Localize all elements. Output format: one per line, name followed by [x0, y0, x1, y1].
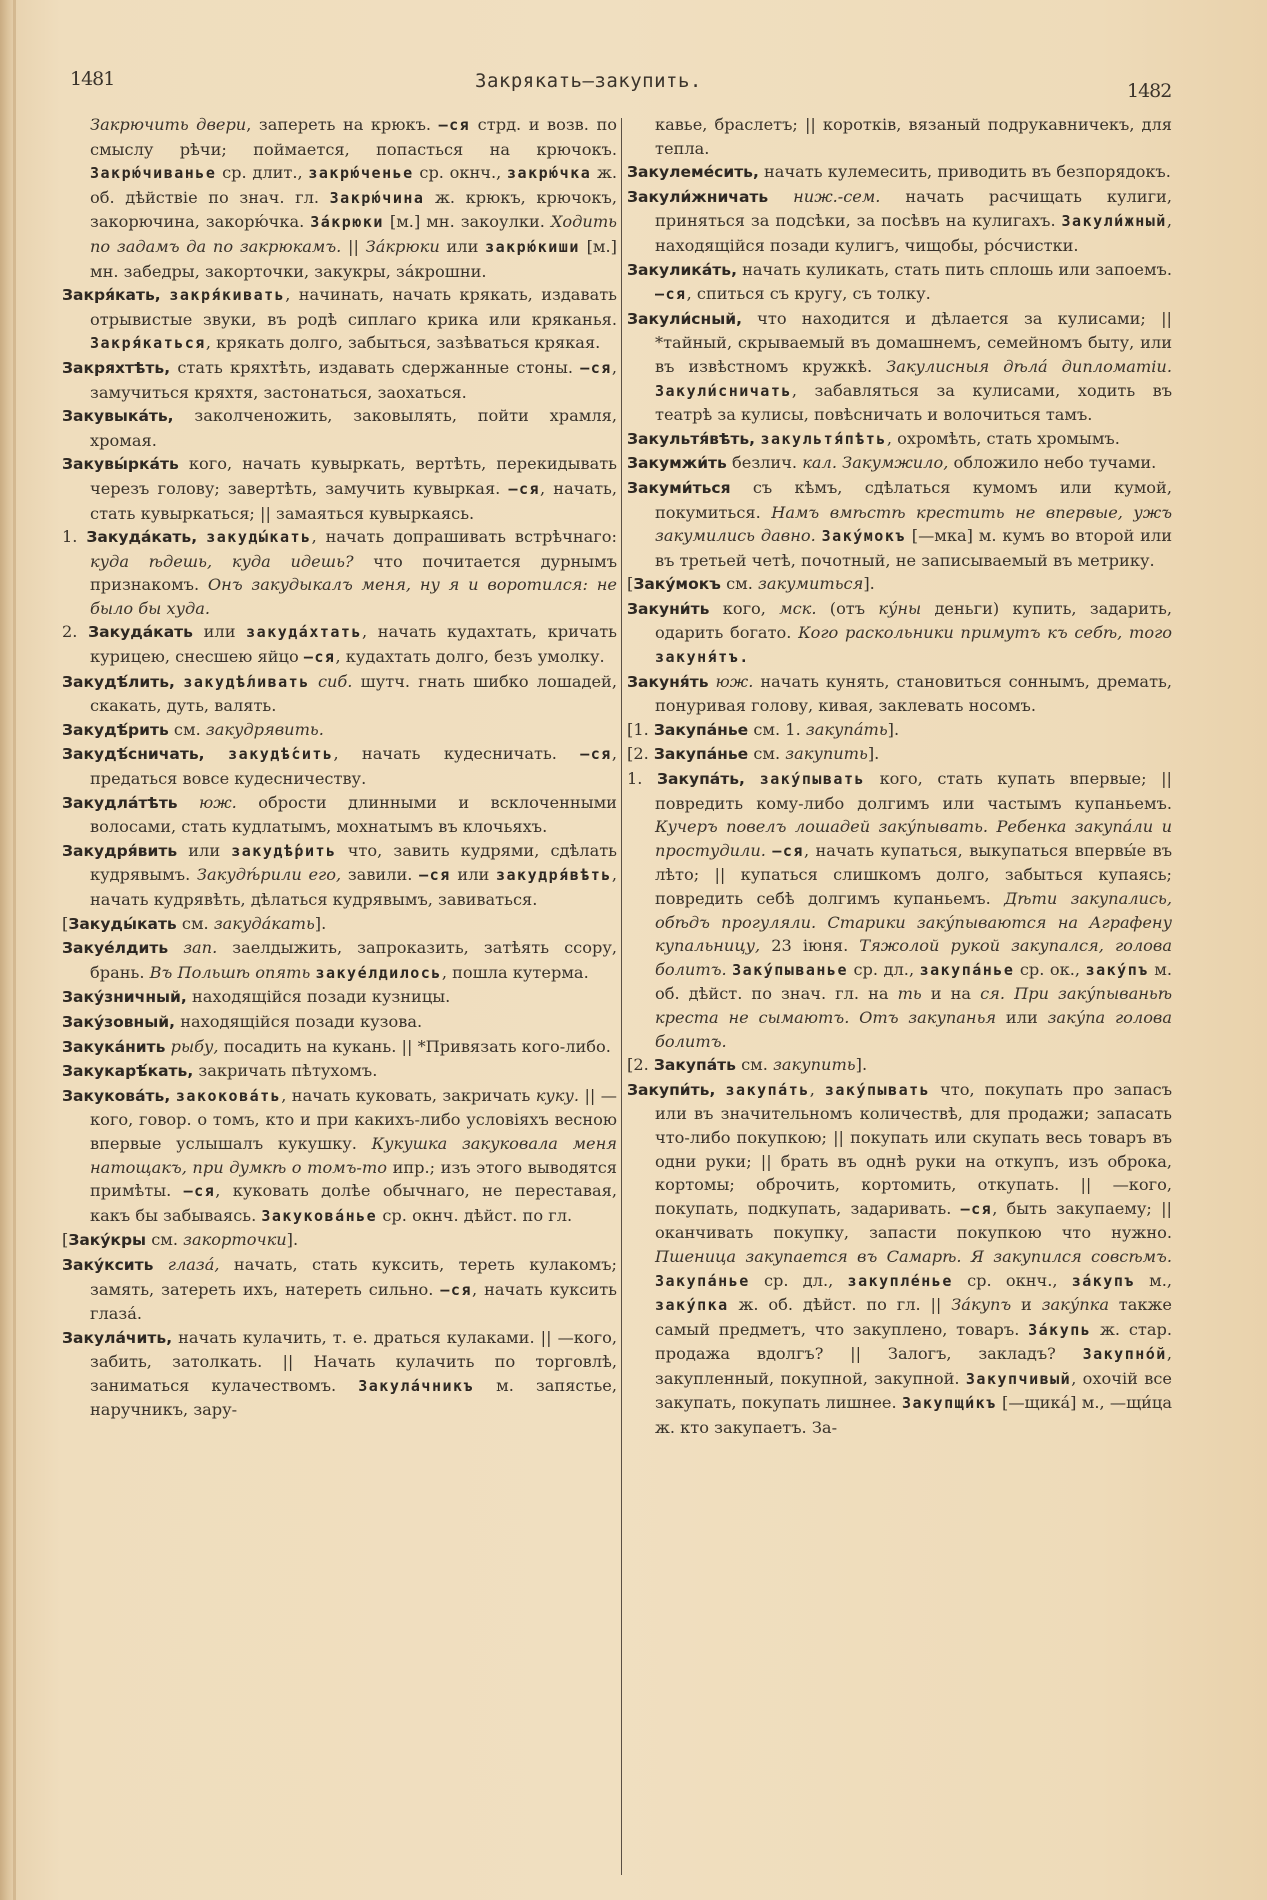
definition-text: ].: [314, 913, 327, 933]
derived-form: Закупно́й: [1082, 1345, 1167, 1364]
definition-text: , замучиться кряхтя, застонаться, заохаться.: [90, 357, 617, 402]
headword: Закря́кать,: [62, 286, 170, 305]
headword: Закуды́кать: [68, 914, 177, 933]
derived-form: —ся: [580, 745, 612, 764]
italic-example: сиб.: [317, 671, 353, 691]
headword: Закувыка́ть,: [62, 407, 174, 426]
definition-text: , начать допрашивать встрѣчнаго:: [311, 527, 617, 547]
definition-text: м. об. дѣйст. по знач. гл. на: [655, 959, 1172, 1004]
definition-text: съ кѣмъ, сдѣлаться кумомъ или кумой, покумиться.: [655, 477, 1172, 522]
definition-text: , охромѣть, стать хромымъ.: [886, 428, 1120, 448]
definition-text: ср. окнч. дѣйст. по гл.: [377, 1205, 573, 1225]
definition-text: стать кряхтѣть, издавать сдержанные стоны.: [170, 357, 581, 377]
definition-text: , предаться вовсе кудесничеству.: [90, 744, 617, 789]
definition-text: завили.: [341, 865, 420, 885]
definition-text: обложило небо тучами.: [948, 453, 1157, 473]
definition-text: см.: [720, 574, 759, 594]
dictionary-entry: [627, 1078, 1172, 1440]
definition-text: ].: [286, 1230, 299, 1250]
dictionary-entry: [627, 258, 1172, 307]
italic-example: мск.: [779, 598, 817, 618]
italic-example: Въ Польшѣ опять: [149, 962, 311, 982]
book-spine-edge: [13, 0, 16, 1900]
definition-text: ,: [809, 1079, 825, 1099]
headword: Закула́чить,: [62, 1328, 173, 1347]
definition-text: , начать купаться, выкупаться впервы́е въ лѣто; || купаться слишкомъ долго, забыться купаясь; повредить себѣ долгимъ купаньемъ.: [655, 840, 1172, 908]
headword: Закупи́ть,: [627, 1080, 726, 1099]
derived-form: Закули́жный: [1061, 212, 1167, 231]
dictionary-entry: [627, 307, 1172, 427]
headword: Закувы́рка́ть: [62, 455, 179, 474]
derived-form: Закрю́чина: [329, 188, 425, 207]
italic-example: За́крюки: [365, 236, 440, 256]
derived-form: закуе́лдилось: [315, 963, 442, 982]
definition-text: , начать кудахтать, кричать курицею, снесшею яйцо: [90, 622, 617, 667]
definition-text: начать куликать, стать пить сплошь или запоемъ.: [736, 259, 1172, 279]
dictionary-entry: [627, 718, 1172, 743]
definition-text: [768, 187, 793, 206]
dictionary-entry: [627, 767, 1172, 1053]
definition-text: кавье, браслетъ; || коротків, вязаный подрукавничекъ, для тепла.: [655, 115, 1172, 158]
dictionary-entry: [62, 985, 617, 1010]
derived-form: Заку́пыванье: [732, 960, 848, 979]
definition-text: 1.: [62, 527, 87, 547]
definition-text: , начать куксить глаза́.: [90, 1279, 617, 1324]
derived-form: Закря́каться: [90, 334, 206, 353]
headword: Закупа́ть,: [656, 770, 760, 789]
italic-example: закорточки: [183, 1230, 287, 1250]
dictionary-entry: [62, 283, 617, 356]
headword: Заку́мокъ: [633, 575, 721, 594]
headword: Закудѣ́лить,: [62, 672, 184, 691]
running-head: [0, 66, 1267, 106]
definition-text: или: [450, 865, 496, 885]
italic-example: ся. При заку́пываньѣ креста не сымаютъ. Отъ закупанья: [655, 984, 1173, 1027]
definition-text: кого,: [709, 598, 780, 618]
italic-example: Ходить по задамъ да по закрюкамъ.: [90, 212, 617, 256]
definition-text: , закупленный, покупной, закупной.: [655, 1344, 1172, 1388]
derived-form: закрю́ченье: [308, 164, 414, 183]
headword: Закумжи́ть: [627, 454, 727, 473]
dictionary-entry: [62, 1228, 617, 1253]
headword: Закуни́ть: [627, 599, 710, 618]
definition-text: [: [627, 574, 634, 594]
dictionary-entry: [62, 1084, 617, 1229]
definition-text: заколченожить, заковылять, пойти храмля, хромая.: [90, 406, 617, 450]
headword: Закряхтѣть,: [62, 358, 171, 377]
definition-text: (отъ: [816, 598, 879, 618]
headword: Закудѣ́сничать,: [62, 745, 229, 764]
definition-text: ср. окнч.,: [413, 163, 508, 183]
dictionary-entry: [62, 1253, 617, 1326]
definition-text: [: [62, 913, 69, 933]
definition-text: , начать куковать, закричать: [281, 1085, 536, 1105]
definition-text: , куковать долѣе обычнаго, не переставая, какъ бы забываясь.: [90, 1181, 617, 1225]
definition-text: ].: [887, 719, 900, 739]
dictionary-entry: [62, 525, 617, 620]
derived-form: закудѣ́рить: [231, 841, 337, 860]
derived-form: Закупа́нье: [655, 1271, 750, 1290]
derived-form: закупа́ть: [725, 1080, 810, 1099]
italic-example: зап.: [183, 938, 218, 958]
definition-text: , начать кудесничать.: [333, 744, 581, 764]
italic-example: куку.: [535, 1085, 580, 1105]
dictionary-entry: [62, 791, 617, 839]
derived-form: Закули́сничать: [655, 381, 792, 400]
derived-form: закуды́кать: [206, 528, 312, 547]
italic-example: кал. Закумжило,: [802, 453, 949, 473]
definition-text: что, завить кудрями, сдѣлать кудрявымъ.: [90, 840, 617, 885]
definition-text: закричать пѣтухомъ.: [193, 1061, 378, 1081]
definition-text: [153, 1255, 167, 1274]
headword: Закультя́вѣть,: [627, 429, 761, 448]
italic-example: юж.: [715, 671, 754, 691]
dictionary-entry: [627, 427, 1172, 452]
definition-text: заелдыжить, запроказить, затѣять ссору, брань.: [90, 938, 617, 982]
definition-text: , спиться съ кругу, съ толку.: [686, 284, 931, 304]
headword: Закули́сный,: [627, 309, 742, 328]
derived-form: Заку́мокъ: [821, 527, 906, 546]
dictionary-entry: [627, 1053, 1172, 1078]
italic-example: заку́па голова болитъ.: [655, 1007, 1173, 1051]
italic-example: закупить: [773, 1055, 856, 1075]
headword: Закупа́нье: [653, 745, 749, 764]
headword: Закудря́вить: [62, 841, 178, 860]
derived-form: Закрю́чиванье: [90, 164, 217, 183]
derived-form: заку́пывать: [759, 770, 866, 789]
derived-form: за́купъ: [1071, 1271, 1135, 1290]
derived-form: —ся: [419, 866, 451, 885]
derived-form: закудря́вѣть: [496, 866, 612, 885]
headword: Заку́кры: [68, 1231, 147, 1250]
headword: Заку́зничный,: [62, 988, 187, 1007]
derived-form: Закула́чникъ: [358, 1376, 475, 1395]
definition-text: ср. дл.,: [848, 959, 920, 979]
definition-text: [2.: [627, 744, 654, 764]
italic-example: глаза́,: [167, 1254, 220, 1274]
derived-form: —ся: [440, 1280, 472, 1299]
definition-text: , кудахтать долго, безъ умолку.: [335, 647, 605, 667]
definition-text: [—мка] м. кумъ во второй или въ третьей четѣ, почотный, не записываемый въ метрику.: [655, 526, 1172, 570]
definition-text: начать кулачить, т. е. драться кулаками. || —кого, забить, затолкать. || Начать кулачить по торговлѣ, заниматься кулачествомъ.: [90, 1327, 617, 1395]
derived-form: закудѣ́ливать: [183, 672, 310, 691]
definition-text: начать кулемесить, приводить въ безпорядокъ.: [758, 162, 1171, 182]
derived-form: закокова́ть: [175, 1086, 282, 1105]
definition-text: [: [62, 1230, 69, 1250]
definition-text: 2.: [62, 622, 89, 642]
italic-example: Закудѣ́рили его,: [196, 865, 342, 885]
definition-text: или: [177, 840, 232, 860]
column-divider: [621, 118, 622, 1875]
dictionary-entry: [627, 670, 1172, 718]
italic-example: Пшеница закупается въ Самарѣ. Я закупился совсѣмъ.: [655, 1246, 1172, 1266]
definition-text: шутч. гнать шибко лошадей, скакать, дуть, валять.: [90, 671, 617, 716]
dictionary-entry: [627, 572, 1172, 597]
definition-text: см.: [176, 913, 214, 933]
definition-text: ср. длит.,: [216, 163, 309, 183]
definition-text: обрости длинными и всклоченными волосами, стать кудлатымъ, мохнатымъ въ клочьяхъ.: [90, 792, 617, 837]
dictionary-entry: [62, 718, 617, 743]
definition-text: 23 іюня.: [760, 936, 860, 956]
definition-text: [178, 793, 199, 812]
headword: Закуда́кать: [88, 623, 193, 642]
definition-text: см.: [168, 719, 206, 739]
dictionary-entry: [627, 185, 1172, 258]
dictionary-entry: [627, 451, 1172, 476]
definition-text: ||: [341, 236, 366, 256]
definition-text: начать расчищать кулиги, приняться за подсѣки, за посѣвъ на кулигахъ.: [655, 186, 1172, 231]
headword: Закулика́ть,: [627, 260, 737, 279]
definition-text: [2.: [627, 1055, 654, 1075]
italic-example: заку́пка: [1041, 1295, 1109, 1315]
definition-text: кого, начать кувыркать, вертѣть, перекидывать черезъ голову; завертѣть, замучить кувыркая.: [90, 454, 617, 498]
definition-text: ипр.; изъ этого выводятся примѣты.: [90, 1157, 617, 1201]
definition-text: , охочій все закупать, покупать лишнее.: [655, 1368, 1172, 1413]
definition-text: или: [192, 622, 247, 642]
definition-text: и: [1011, 1295, 1042, 1315]
definition-text: ср. окнч.,: [952, 1270, 1072, 1290]
headword: Закупа́ть: [653, 1056, 736, 1075]
dictionary-entry: [62, 742, 617, 790]
derived-form: закрю́киши: [485, 237, 580, 256]
derived-form: —ся: [183, 1182, 216, 1201]
headword: Закулеме́сить,: [627, 163, 759, 182]
definition-text: [—щика́] м., —щи́ца ж. кто закупаетъ. За-: [655, 1393, 1172, 1438]
dictionary-entry: [62, 404, 617, 452]
definition-text: , быть закупаему; || оканчивать покупку, запасти покупкою что нужно.: [655, 1198, 1172, 1243]
headword: Закупа́нье: [653, 720, 749, 739]
italic-example: юж.: [199, 792, 237, 812]
definition-text: начать, стать куксить, тереть кулакомъ; замять, затереть ихъ, натереть сильно.: [90, 1254, 617, 1299]
derived-form: закрю́чка: [507, 164, 592, 183]
italic-example: Намъ вмѣстѣ крестить не впервые, ужъ закумились давно.: [655, 502, 1172, 546]
italic-example: закудрявить.: [205, 719, 324, 739]
definition-text: ср. ок.,: [1014, 959, 1086, 979]
headword: Закукарѣ́кать,: [62, 1062, 194, 1081]
definition-text: , пошла кутерма.: [441, 962, 589, 982]
definition-text: или: [996, 1007, 1048, 1027]
definition-text: деньги) купить, задарить, одарить богато.: [655, 598, 1172, 643]
entry-continuation: [62, 113, 617, 283]
page-title: Закрякать—закупить.: [475, 70, 702, 92]
headword: Закуня́ть: [627, 672, 709, 691]
derived-form: Закупщи́къ: [901, 1394, 997, 1413]
definition-text: ].: [863, 574, 875, 594]
definition-text: [310, 672, 318, 691]
definition-text: [709, 672, 716, 691]
definition-text: также самый предметъ, что закуплено, товаръ.: [655, 1295, 1172, 1339]
definition-text: см.: [146, 1230, 184, 1250]
dictionary-entry: [62, 670, 617, 718]
headword: Закуда́кать,: [86, 528, 207, 547]
derived-form: закря́кивать: [169, 286, 286, 305]
italic-example: ниж.-сем.: [793, 186, 881, 206]
definition-text: стрд. и возв. по смыслу рѣчи; поймается, попасться на крючокъ.: [90, 115, 617, 159]
definition-text: начать кунять, становиться соннымъ, дремать, понуривая голову, кивая, заклевать носомъ.: [655, 671, 1172, 716]
derived-form: заку́пъ: [1085, 960, 1149, 979]
headword: Заку́зовный,: [62, 1012, 176, 1031]
definition-text: ].: [867, 744, 880, 764]
definition-text: , находящійся позади кулигъ, чищобы, ро́счистки.: [655, 211, 1172, 255]
definition-text: 1.: [627, 769, 657, 789]
italic-example: ку́ны: [878, 598, 922, 618]
entry-continuation: [627, 113, 1172, 160]
dictionary-entry: [62, 620, 617, 669]
dictionary-entry: [62, 452, 617, 525]
definition-text: [м.] мн. забедры, закорточки, закукры, за́крошни.: [90, 236, 617, 281]
definition-text: что почитается дурнымъ признакомъ.: [90, 551, 618, 595]
italic-example: Дѣти закупались, обѣдъ прогуляли. Старики заку́пываются на Аграфену купальницу,: [655, 889, 1173, 956]
definition-text: ж. стар. продажа вдолгъ? || Залогъ, закладъ?: [655, 1319, 1173, 1364]
derived-form: —ся: [772, 841, 804, 860]
definition-text: см. 1.: [748, 719, 806, 739]
derived-form: закуня́тъ.: [655, 648, 750, 667]
page-number-left: 1481: [70, 68, 115, 90]
italic-example: закумиться: [758, 574, 864, 594]
definition-text: || —кого, говор. о томъ, кто и при какихъ-либо условіяхъ весною впервые услышалъ кукушку.: [90, 1085, 617, 1153]
definition-text: , начинать, начать крякать, издавать отрывистые звуки, въ родѣ сиплаго крика или кряканья.: [90, 285, 617, 329]
italic-example: Кукушка закуковала меня натощакъ, при думкѣ о томъ-то: [90, 1133, 617, 1177]
derived-form: заку́пывать: [824, 1080, 931, 1099]
definition-text: , забавляться за кулисами, ходить въ театрѣ за кулисы, повѣсничать и волочиться тамъ.: [655, 380, 1172, 425]
definition-text: кого, стать купать впервые; || повредить кому-либо долгимъ или частымъ купаньемъ.: [655, 769, 1172, 813]
headword: Закукова́ть,: [62, 1086, 176, 1105]
derived-form: —ся: [655, 285, 687, 304]
definition-text: см.: [748, 744, 786, 764]
dictionary-entry: [62, 912, 617, 937]
definition-text: , начать, стать кувыркаться; || замаяться кувыркаясь.: [90, 478, 618, 523]
italic-example: Закулисныя дѣла́ дипломатіи.: [886, 356, 1172, 376]
italic-example: ть: [897, 984, 922, 1004]
dictionary-entry: [627, 476, 1172, 572]
definition-text: м. запястье, наручникъ, зару-: [90, 1375, 617, 1420]
definition-text: ].: [855, 1055, 868, 1075]
derived-form: закупа́нье: [919, 960, 1015, 979]
derived-form: закудѣ́сить: [228, 745, 334, 764]
left-column: [62, 113, 617, 1422]
italic-example: куда ѣдешь, куда идешь?: [90, 551, 354, 571]
dictionary-entry: [62, 839, 617, 912]
derived-form: —ся: [438, 116, 471, 134]
derived-form: —ся: [580, 358, 612, 377]
dictionary-entry: [62, 1059, 617, 1084]
definition-text: см.: [735, 1055, 774, 1075]
italic-example: Кого раскольники примутъ къ себѣ, того: [798, 623, 1172, 643]
italic-example: Онъ закудыкалъ меня, ну я и воротился: не было бы худа.: [90, 575, 617, 618]
dictionary-entry: [62, 1326, 617, 1422]
dictionary-entry: [62, 936, 617, 985]
italic-example: рыбу,: [170, 1036, 219, 1056]
italic-example: Закрючить двери: [90, 115, 247, 134]
page-number-right: 1482: [1127, 80, 1172, 102]
derived-form: За́купь: [1028, 1320, 1092, 1339]
dictionary-entry: [62, 356, 617, 404]
definition-text: [м.] мн. закоулки.: [383, 212, 551, 232]
right-column: [627, 113, 1172, 1440]
headword: Закука́нить: [62, 1037, 166, 1056]
dictionary-entry: [62, 1010, 617, 1035]
derived-form: —ся: [960, 1199, 993, 1218]
dictionary-entry: [627, 597, 1172, 670]
definition-text: м.,: [1134, 1270, 1173, 1290]
headword: Закули́жничать: [627, 187, 769, 206]
definition-text: ж. об. дѣйст. по гл. ||: [728, 1295, 952, 1315]
definition-text: что, покупать про запасъ или въ значительномъ количествѣ, для продажи; запасать что-либо покупкою; || покупать или скупать весь товаръ въ одни руки; || брать въ однѣ руки на откупъ, изъ оброка, кортомы; оброчить, кортомить, откупать. || —кого, покупать, подкупать, задаривать.: [655, 1079, 1173, 1218]
derived-form: закупле́нье: [847, 1271, 953, 1290]
definition-text: , крякать долго, забыться, зазѣваться крякая.: [205, 333, 601, 353]
derived-form: Закупчивый: [965, 1369, 1072, 1388]
derived-form: закультя́пѣть: [760, 429, 887, 448]
definition-text: посадить на кукань. || *Привязать кого-либо.: [218, 1036, 611, 1056]
derived-form: Закукова́нье: [261, 1206, 378, 1225]
derived-form: заку́пка: [655, 1296, 729, 1315]
dictionary-entry: [627, 160, 1172, 185]
italic-example: Тяжолой рукой закупался, голова болитъ.: [655, 936, 1172, 979]
dictionary-entry: [62, 1035, 617, 1060]
headword: Закуе́лдить: [62, 939, 169, 958]
headword: Закудѣ́рить: [62, 720, 169, 739]
definition-text: ср. дл.,: [749, 1270, 848, 1290]
headword: Закудла́тѣть: [62, 793, 178, 812]
headword: Закуми́ться: [627, 478, 731, 497]
italic-example: За́купъ: [951, 1295, 1012, 1315]
italic-example: закупить: [785, 744, 868, 764]
definition-text: ж. об. дѣйствіе по знач. гл.: [90, 163, 618, 207]
definition-text: [168, 938, 183, 957]
definition-text: безлич.: [726, 453, 803, 473]
derived-form: закуда́хтать: [246, 623, 362, 642]
definition-text: находящійся позади кузова.: [175, 1011, 423, 1031]
italic-example: закупа́ть: [805, 719, 888, 739]
derived-form: —ся: [303, 648, 336, 667]
definition-text: находящійся позади кузницы.: [186, 987, 451, 1007]
definition-text: , начать кудрявѣть, дѣлаться кудрявымъ, завиваться.: [90, 865, 617, 909]
italic-example: Кучеръ повелъ лошадей заку́пывать. Ребенка закупа́ли и простудили.: [655, 817, 1172, 860]
definition-text: или: [439, 236, 486, 256]
definition-text: [1.: [627, 719, 654, 739]
definition-text: , запереть на крюкъ.: [246, 115, 439, 134]
dictionary-entry: [627, 742, 1172, 767]
derived-form: За́крюки: [310, 213, 384, 232]
definition-text: что находится и дѣлается за кулисами; || *тайный, скрываемый въ домашнемъ, семейномъ быту, или въ извѣстномъ кружкѣ.: [655, 308, 1172, 376]
headword: Заку́ксить: [62, 1255, 154, 1274]
derived-form: —ся: [508, 479, 541, 498]
definition-text: и на: [921, 984, 981, 1004]
italic-example: закуда́кать: [213, 913, 315, 933]
definition-text: ж. крюкъ, крючокъ, закорючина, закорю́чка.: [90, 187, 617, 232]
